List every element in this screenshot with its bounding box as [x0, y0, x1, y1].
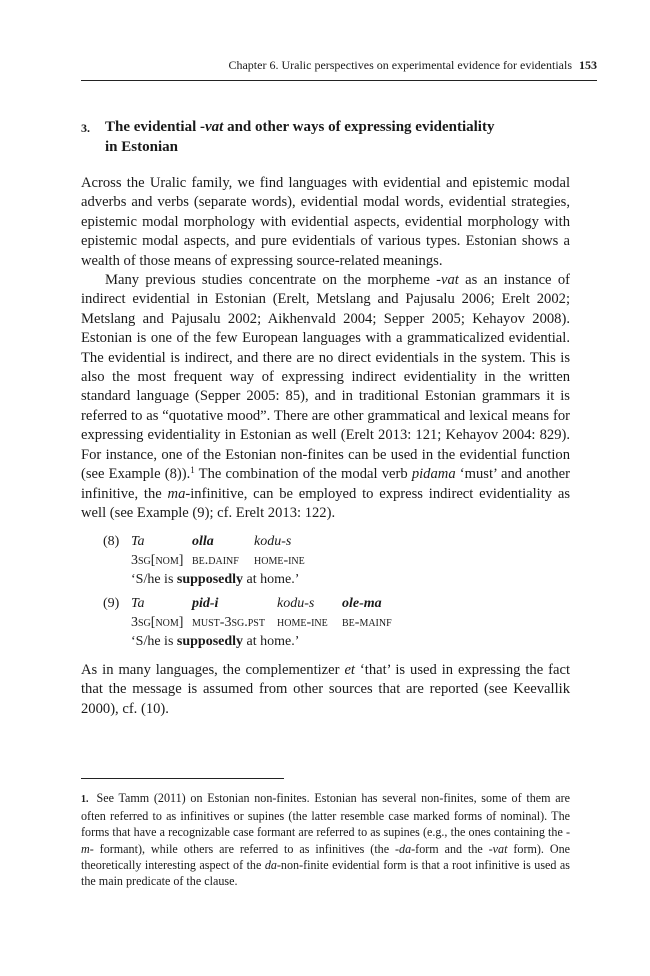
example-translation: ‘S/he is supposedly at home.’: [131, 634, 300, 649]
running-title: Chapter 6. Uralic perspectives on experimental evidence for evidentials: [228, 58, 572, 72]
footnote-rule: [81, 778, 284, 779]
example-number: (9): [103, 596, 120, 611]
example-translation: ‘S/he is supposedly at home.’: [131, 572, 300, 587]
word: kodu-s: [254, 534, 292, 549]
footnote-marker: 1: [190, 465, 195, 476]
example-number: (8): [103, 534, 120, 549]
gloss: 3sg[nom]: [131, 553, 184, 568]
section-heading: [81, 117, 561, 157]
word: olla: [192, 534, 214, 549]
gloss: must-3sg.pst: [192, 615, 265, 630]
gloss: home-ine: [277, 615, 328, 630]
paragraph-1: Across the Uralic family, we find languages with evidential and epistemic modal adverbs and verbs (separate words), evidential modal words, evidential strategies, epistemic modal morphology with evidential aspects, evidential morphology with epistemic modal aspects, and pure evidentials of various types. Estonian shows a wealth of those means of expressing source-related meanings.: [81, 175, 570, 269]
body-text: [81, 174, 570, 523]
gloss: 3sg[nom]: [131, 615, 184, 630]
footnote-number: 1.: [81, 794, 89, 805]
word: ole-ma: [342, 596, 382, 611]
paragraph-2: Many previous studies concentrate on the morpheme -vat as an instance of indirect evidential in Estonian (Erelt, Metslang and Pajusalu 2006; Erelt 2002; Metslang and Pajusalu 2002; Aikhenvald 2004; Sepper 2005; Kehayov 2008). Estonian is one of the few European languages with a grammaticalized evidential. The evidential is indirect, and there are no direct evidentials in the system. This is also the most frequent way of expressing indirect evidentiality in the written standard language (Sepper 2005: 85), and in traditional Estonian grammars it is referred to as “quotative mood”. There are other grammatical and lexical means for expressing evidentiality in Estonian as well (Erelt 2013: 121; Kehayov 2004: 829). For instance, one of the Estonian non-finites can be used in the evidential function (see Example (8)).$^1$ The combination of the modal verb pidama ‘must’ and another infinitive, the ma-infinitive, can be employed to express indirect evidentiality as well (see Example (9); cf. Erelt 2013: 122).: [81, 272, 571, 521]
footnote: 1. See Tamm (2011) on Estonian non-finites. Estonian has several non-finites, some of them are often referred to as infinitives or supines (the latter resemble case marked forms of nominal). The forms that have a recognizable case formant are referred to as supines (e.g., the ones containing the -m- formant), while others are referred to as infinitives (the -da-form and the -vat form). One theoretically interesting aspect of the da-non-finite evidential form is that a root infinitive is used as the main predicate of the clause.: [81, 791, 571, 889]
body-text-continued: [81, 661, 570, 719]
gloss: home-ine: [254, 553, 305, 568]
section-number: 3.: [81, 121, 90, 135]
page-number: 153: [579, 58, 597, 72]
section-title: The evidential -vat and other ways of expressing evidentiality in Estonian: [105, 119, 495, 155]
word: kodu-s: [277, 596, 315, 611]
paragraph-3: As in many languages, the complementizer et ‘that’ is used in expressing the fact that the message is assumed from other sources that are reported (see Keevallik 2000), cf. (10).: [81, 662, 570, 717]
gloss: be.dainf: [192, 553, 239, 568]
word: pid-i: [192, 596, 219, 611]
header-rule: [81, 80, 597, 81]
word: Ta: [131, 596, 145, 611]
word: Ta: [131, 534, 145, 549]
running-head: [81, 58, 597, 73]
gloss: be-mainf: [342, 615, 392, 630]
